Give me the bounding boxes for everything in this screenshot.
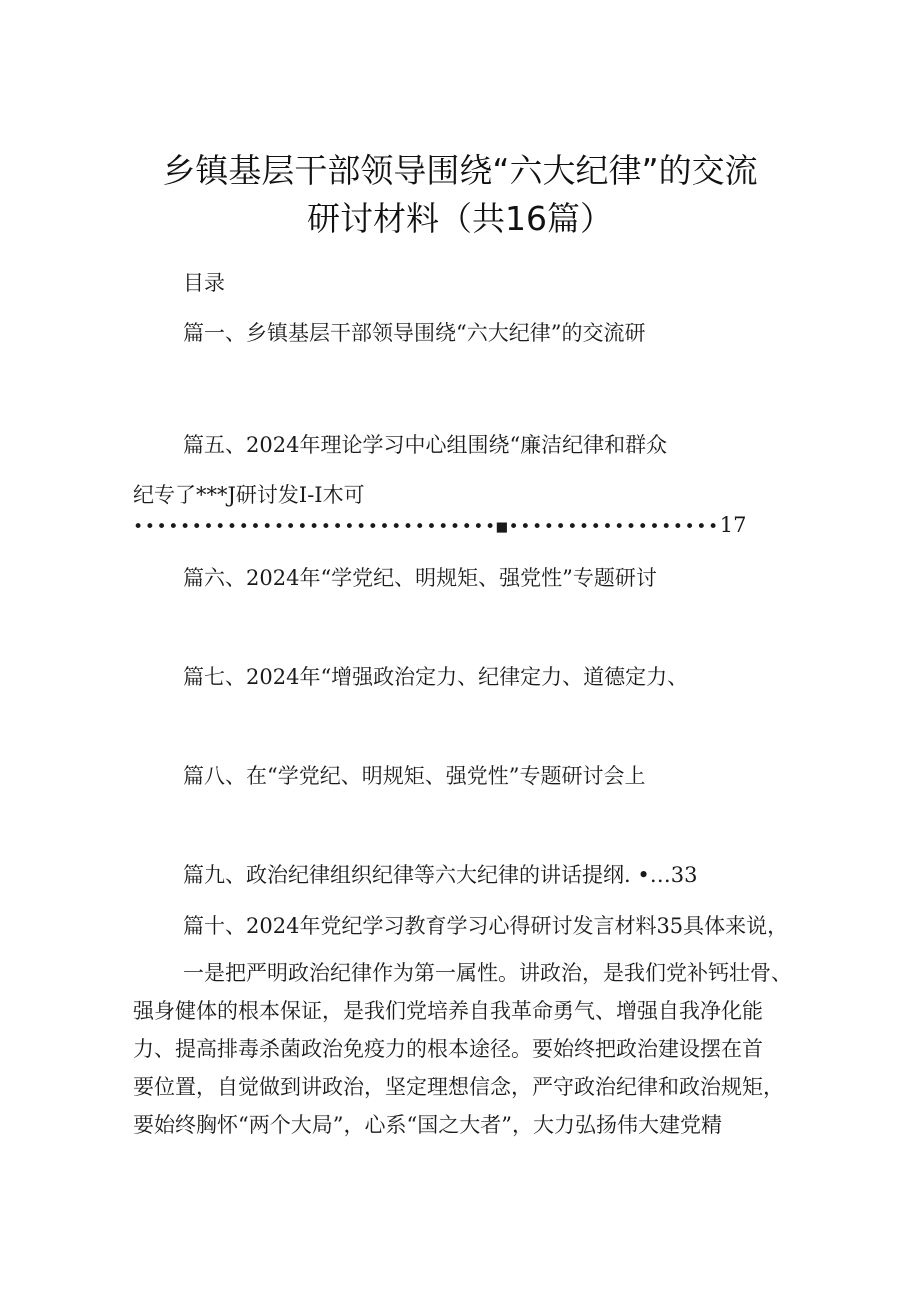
toc-entry-5-line-2: 纪专了***J研讨发I-I木可 [133, 483, 365, 507]
body-line-3: 力、提高排毒杀菌政治免疫力的根本途径。要始终把政治建设摆在首 [133, 1037, 763, 1061]
toc-entry-5-leader [133, 510, 746, 542]
toc-entry-7: 篇七、2024年“增强政治定力、纪律定力、道德定力、 [183, 665, 689, 689]
body-line-4: 要位置，自觉做到讲政治，坚定理想信念，严守政治纪律和政治规矩， [133, 1075, 784, 1099]
toc-entry-5-page-number: 17 [719, 513, 747, 537]
toc-entry-9: 篇九、政治纪律组织纪律等六大纪律的讲话提纲. •…33 [183, 863, 698, 887]
toc-entry-10: 篇十、2024年党纪学习教育学习心得研讨发言材料35具体来说， [183, 914, 789, 938]
toc-entry-1: 篇一、乡镇基层干部领导围绕“六大纪律”的交流研 [183, 321, 646, 345]
document-title-line-2: 研讨材料（共16篇） [307, 199, 613, 238]
document-title-line-1: 乡镇基层干部领导围绕“六大纪律”的交流 [162, 151, 758, 190]
body-line-1: 一是把严明政治纪律作为第一属性。讲政治，是我们党补钙壮骨、 [183, 961, 792, 985]
body-line-2: 强身健体的根本保证，是我们党培养自我革命勇气、增强自我净化能 [133, 999, 763, 1023]
toc-entry-8: 篇八、在“学党纪、明规矩、强党性”专题研讨会上 [183, 764, 646, 788]
toc-entry-6: 篇六、2024年“学党纪、明规矩、强党性”专题研讨 [183, 566, 657, 590]
body-line-5: 要始终胸怀“两个大局”，心系“国之大者”，大力弘扬伟大建党精 [133, 1113, 722, 1137]
toc-heading: 目录 [183, 271, 225, 295]
toc-entry-5-line-1: 篇五、2024年理论学习中心组围绕“廉洁纪律和群众 [183, 433, 668, 457]
toc-leader-dots: •••••••••••••••••••••••••••••••■•••••••••••••••••• [133, 517, 720, 537]
